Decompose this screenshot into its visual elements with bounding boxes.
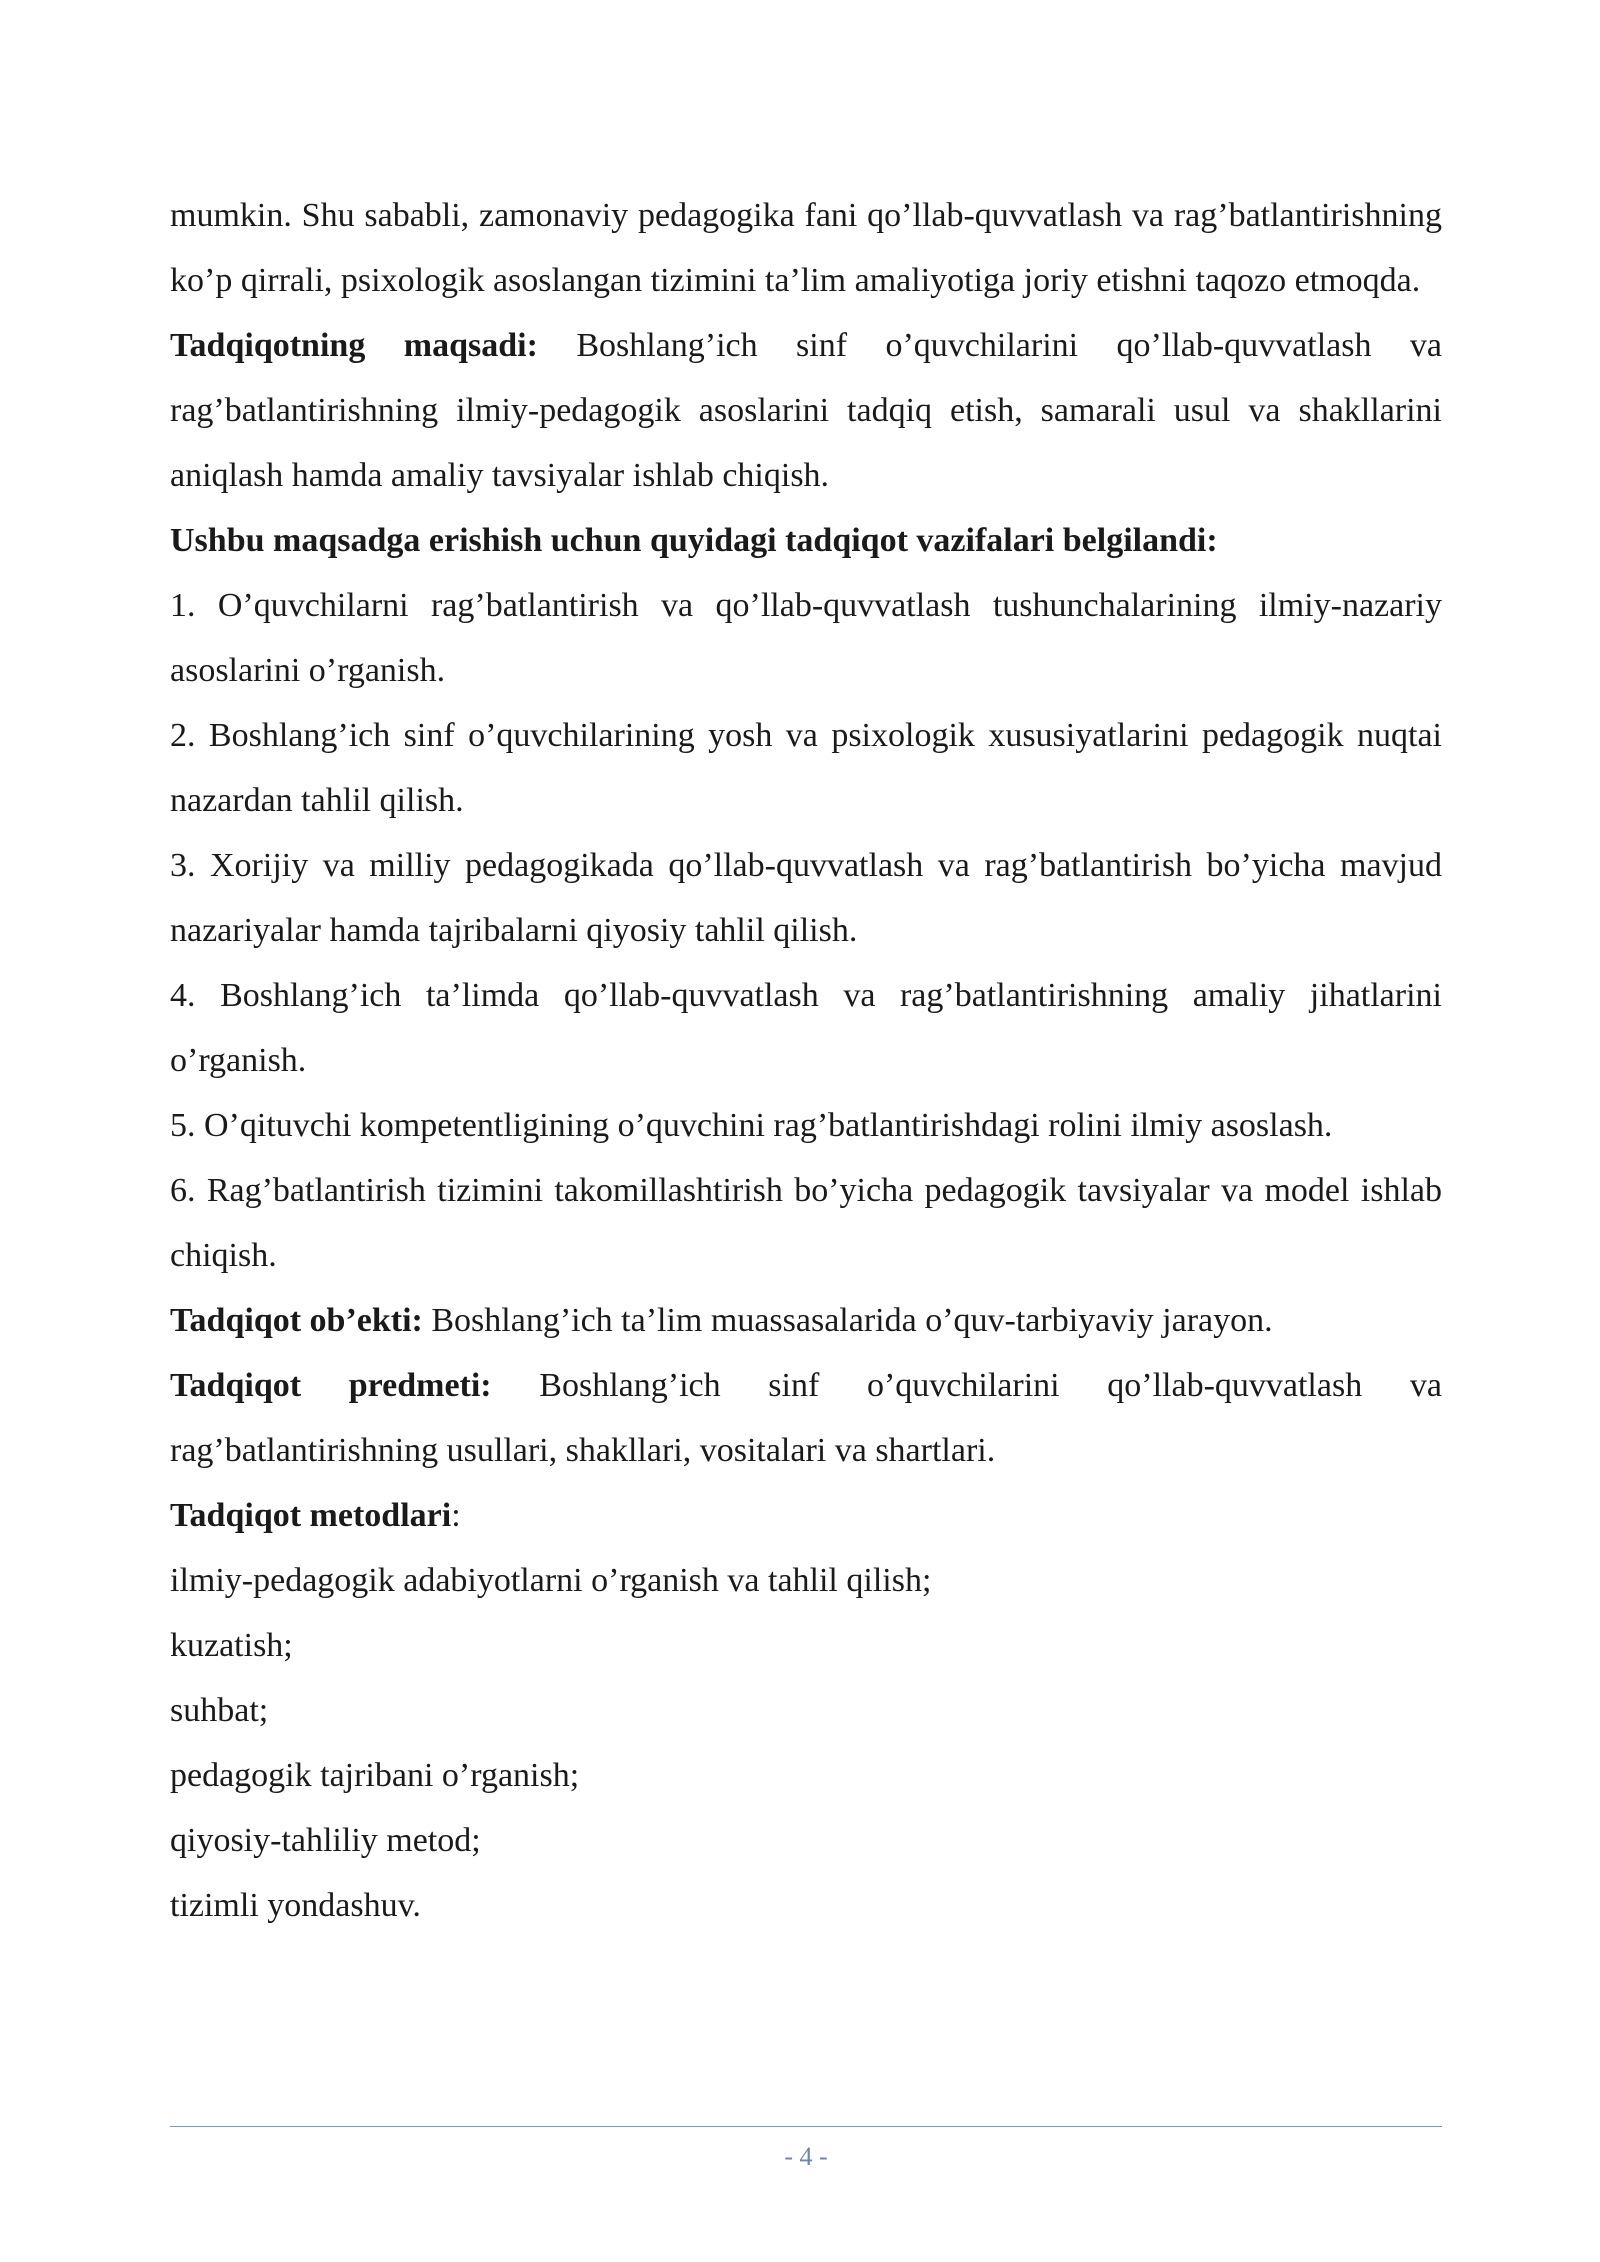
task-item-4: 4. Boshlang’ich ta’limda qo’llab-quvvatlash va rag’batlantirishning amaliy jihatlarini o’rganish. [170, 977, 1442, 1079]
page-number: - 4 - [784, 2142, 828, 2171]
footer-divider [170, 2126, 1442, 2127]
research-object [170, 1288, 1442, 1353]
page-body [170, 183, 1442, 1938]
research-subject-label: Tadqiqot predmeti: [170, 1367, 492, 1404]
task-item-3: 3. Xorijiy va milliy pedagogikada qo’llab-quvvatlash va rag’batlantirish bo’yicha mavjud nazariyalar hamda tajribalarni qiyosiy tahlil qilish. [170, 847, 1442, 949]
method-item: pedagogik tajribani o’rganish; [170, 1757, 580, 1794]
research-subject [170, 1353, 1442, 1483]
research-object-text: Boshlang’ich ta’lim muassasalarida o’quv-tarbiyaviy jarayon. [422, 1302, 1273, 1339]
research-goal-text: Boshlang’ich sinf o’quvchilarini qo’llab-quvvatlash va rag’batlantirishning ilmiy-pedagogik asoslarini tadqiq etish, samarali usul va shakllarini aniqlash hamda amaliy tavsiyalar ishlab chiqish. [170, 327, 1442, 494]
method-item: kuzatish; [170, 1627, 293, 1664]
research-subject-text: Boshlang’ich sinf o’quvchilarini qo’llab-quvvatlash va rag’batlantirishning usullari, shakllari, vositalari va shartlari. [170, 1367, 1442, 1469]
research-goal [170, 313, 1442, 508]
task-item-5: 5. O’qituvchi kompetentligining o’quvchini rag’batlantirishdagi rolini ilmiy asoslash. [170, 1107, 1333, 1144]
method-item: tizimli yondashuv. [170, 1887, 421, 1924]
task-item-1: 1. O’quvchilarni rag’batlantirish va qo’llab-quvvatlash tushunchalarining ilmiy-nazariy asoslarini o’rganish. [170, 587, 1442, 689]
method-item: ilmiy-pedagogik adabiyotlarni o’rganish va tahlil qilish; [170, 1562, 932, 1599]
research-goal-label: Tadqiqotning maqsadi: [170, 327, 538, 364]
task-item-2: 2. Boshlang’ich sinf o’quvchilarining yosh va psixologik xususiyatlarini pedagogik nuqtai nazardan tahlil qilish. [170, 717, 1442, 819]
methods-heading-colon: : [451, 1497, 461, 1534]
research-object-label: Tadqiqot ob’ekti: [170, 1302, 423, 1339]
method-item: qiyosiy-tahliliy metod; [170, 1822, 481, 1859]
task-item-6: 6. Rag’batlantirish tizimini takomillashtirish bo’yicha pedagogik tavsiyalar va model ishlab chiqish. [170, 1172, 1442, 1274]
methods-list [170, 1548, 1442, 1938]
methods-heading [170, 1483, 1442, 1548]
methods-heading-label: Tadqiqot metodlari [170, 1497, 452, 1534]
intro-paragraph: mumkin. Shu sababli, zamonaviy pedagogika fani qo’llab-quvvatlash va rag’batlantirishning ko’p qirrali, psixologik asoslangan tizimini ta’lim amaliyotiga joriy etishni taqozo etmoqda. [170, 197, 1442, 299]
method-item: suhbat; [170, 1692, 269, 1729]
tasks-heading: Ushbu maqsadga erishish uchun quyidagi tadqiqot vazifalari belgilandi: [170, 522, 1218, 559]
